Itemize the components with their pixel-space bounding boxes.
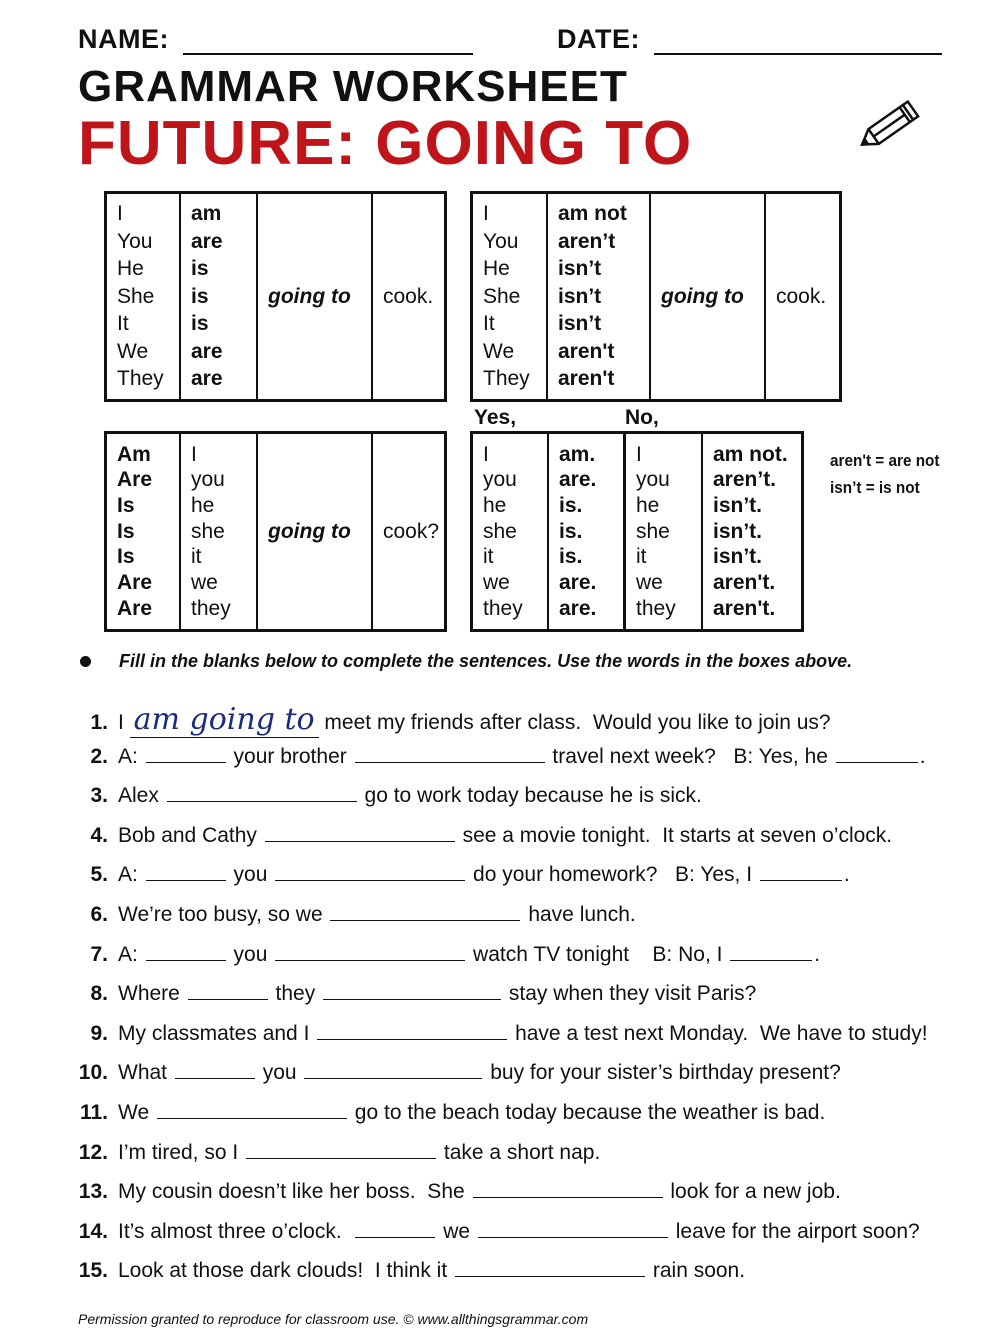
negative-subject: They [483, 367, 530, 391]
answer-blank[interactable] [836, 742, 918, 763]
answer-blank[interactable] [275, 940, 465, 961]
exercise-text: Where [118, 982, 186, 1006]
exercise-text: I [118, 711, 130, 734]
affirmative-subject: I [117, 202, 123, 226]
exercise-number: 14. [78, 1219, 108, 1243]
exercise-text: take a short nap. [438, 1140, 601, 1164]
negative-verb-form: aren’t [558, 229, 616, 253]
question-subjects [191, 434, 256, 629]
exercise-text: you [256, 1061, 303, 1085]
no-verb-form: am not. [713, 442, 788, 466]
exercise-text: have lunch. [522, 903, 636, 926]
no-subject: he [636, 493, 660, 517]
exercise-text: My classmates and I [118, 1021, 316, 1045]
negative-verbs [558, 194, 649, 399]
question-auxiliary: Are [117, 596, 153, 620]
contraction-note: isn’t = is not [830, 478, 920, 497]
answer-blank[interactable] [330, 900, 520, 921]
exercise-item [74, 742, 926, 772]
date-label: DATE: [557, 24, 640, 54]
affirmative-verb-form: is [191, 312, 209, 336]
exercise-text: leave for the airport soon? [669, 1219, 920, 1243]
answer-blank[interactable] [167, 781, 357, 802]
affirmative-verbs [191, 194, 256, 399]
yes-subject: she [483, 519, 517, 543]
yes-subject: we [483, 571, 510, 595]
exercise-text: My cousin doesn’t like her boss. She [118, 1180, 471, 1204]
negative-subjects [483, 194, 546, 399]
yes-verb-form: are. [559, 468, 597, 492]
exercise-item [74, 1098, 825, 1128]
exercise-text: watch TV tonight B: No, I [467, 942, 729, 966]
yes-label: Yes, [474, 406, 517, 429]
short-answers-table [470, 431, 804, 632]
answer-blank[interactable] [323, 979, 501, 1000]
affirmative-table [104, 191, 447, 402]
negative-subject: We [483, 339, 515, 363]
no-verb-form: aren't. [713, 596, 776, 620]
negative-subject: You [483, 229, 519, 253]
name-label: NAME: [78, 24, 169, 54]
affirmative-verb: cook. [383, 284, 434, 308]
affirmative-subject: She [117, 284, 155, 308]
handwritten-answer[interactable]: am going to [130, 702, 319, 738]
affirmative-verb-form: is [191, 257, 209, 281]
yes-verb-form: are. [559, 571, 597, 595]
exercise-text: do your homework? B: Yes, I [467, 863, 758, 887]
yes-verb-form: is. [559, 519, 583, 543]
date-field [557, 24, 942, 55]
affirmative-subject: They [117, 367, 164, 391]
negative-subject: It [483, 312, 495, 336]
exercise-text: go to work today because he is sick. [358, 784, 702, 808]
exercise-number: 6. [90, 903, 108, 926]
exercise-item [74, 1138, 600, 1168]
no-verb-form: aren't. [713, 571, 776, 595]
name-line[interactable] [183, 53, 473, 55]
exercise-text: we [437, 1219, 476, 1243]
exercise-text: . [814, 942, 821, 966]
negative-subject: She [483, 284, 521, 308]
negative-subject: He [483, 257, 510, 281]
exercise-text: What [118, 1061, 173, 1085]
exercise-item [74, 900, 636, 930]
negative-going-to: going to [661, 284, 744, 308]
exercise-item [74, 702, 831, 737]
no-verb-form: aren’t. [713, 468, 777, 492]
question-subject: it [191, 545, 202, 569]
exercise-item [74, 860, 850, 890]
affirmative-going-to: going to [268, 284, 351, 308]
question-subject: she [191, 519, 225, 543]
yes-subject: I [483, 442, 489, 466]
yes-verb-form: are. [559, 596, 597, 620]
yes-verbs [559, 434, 623, 629]
question-auxiliary: Is [117, 519, 135, 543]
exercise-text: your brother [227, 744, 353, 768]
answer-blank[interactable] [265, 821, 455, 842]
exercise-text: you [227, 863, 274, 887]
no-subject: they [636, 596, 676, 620]
exercise-text: Bob and Cathy [118, 823, 263, 847]
question-auxiliary: Is [117, 545, 135, 569]
answer-blank[interactable] [157, 1098, 347, 1119]
answer-blank[interactable] [455, 1256, 645, 1277]
no-verb-form: isn’t. [713, 493, 763, 517]
yes-verb-form: is. [559, 545, 583, 569]
no-subject: she [636, 519, 670, 543]
no-label: No, [625, 406, 659, 429]
exercise-item [74, 1256, 745, 1286]
affirmative-subject: We [117, 339, 149, 363]
affirmative-subject: He [117, 257, 144, 281]
question-auxiliary: Are [117, 571, 153, 595]
exercise-text: We [118, 1101, 155, 1124]
name-field [78, 24, 473, 55]
question-auxiliary: Are [117, 468, 153, 492]
exercise-number: 3. [90, 784, 108, 808]
exercise-number: 13. [78, 1180, 108, 1204]
exercise-text: Look at those dark clouds! I think it [118, 1259, 454, 1283]
question-subject: they [191, 596, 231, 620]
question-subject: we [191, 571, 218, 595]
contraction-note: aren't = are not [830, 451, 940, 470]
question-auxiliary: Am [117, 442, 151, 466]
no-subjects [636, 434, 701, 629]
exercise-text: go to the beach today because the weather is bad. [348, 1101, 826, 1124]
affirmative-verb-form: are [191, 367, 223, 391]
exercise-text: It’s almost three o’clock. [118, 1219, 354, 1243]
exercise-item [74, 781, 702, 811]
exercise-number: 9. [90, 1021, 108, 1045]
exercise-item [74, 821, 892, 851]
question-auxiliary: Is [117, 493, 135, 517]
exercise-text: rain soon. [647, 1259, 746, 1283]
exercise-number: 1. [90, 711, 108, 734]
worksheet-title: GRAMMAR WORKSHEET [78, 62, 628, 111]
exercise-item [74, 1058, 841, 1088]
contraction-notes [830, 447, 952, 501]
question-auxiliaries [117, 434, 179, 629]
answer-blank[interactable] [730, 940, 812, 961]
exercise-text: travel next week? B: Yes, he [546, 744, 834, 768]
affirmative-verb-form: are [191, 339, 223, 363]
answer-blank[interactable] [146, 860, 226, 881]
exercise-text: We’re too busy, so we [118, 903, 329, 926]
negative-table [470, 191, 842, 402]
date-line[interactable] [654, 53, 942, 55]
question-subject: he [191, 493, 215, 517]
negative-verb-form: isn’t [558, 257, 602, 281]
answer-blank[interactable] [473, 1177, 663, 1198]
exercise-text: you [227, 942, 274, 966]
exercise-item [74, 1177, 841, 1207]
no-verbs [713, 434, 801, 629]
exercise-item [74, 979, 756, 1009]
answer-blank[interactable] [246, 1138, 436, 1159]
negative-verb-form: isn’t [558, 312, 602, 336]
exercise-text: have a test next Monday. We have to study! [509, 1021, 928, 1045]
yes-verb-form: is. [559, 493, 583, 517]
answer-blank[interactable] [478, 1217, 668, 1238]
answer-blank[interactable] [175, 1058, 255, 1079]
exercise-item [74, 1019, 928, 1049]
yes-subject: it [483, 545, 494, 569]
yes-subjects [483, 434, 547, 629]
answer-blank[interactable] [188, 979, 268, 1000]
answer-blank[interactable] [355, 742, 545, 763]
question-subject: you [191, 468, 225, 492]
no-subject: you [636, 468, 670, 492]
exercise-text: A: [118, 744, 144, 768]
exercise-text: buy for your sister’s birthday present? [484, 1061, 841, 1085]
exercise-number: 15. [78, 1259, 108, 1283]
negative-verb-form: isn’t [558, 284, 602, 308]
answer-blank[interactable] [355, 1217, 435, 1238]
exercise-number: 7. [90, 942, 108, 966]
answer-blank[interactable] [275, 860, 465, 881]
affirmative-subjects [117, 194, 179, 399]
exercise-text: Alex [118, 784, 165, 808]
exercise-text: . [919, 744, 926, 768]
no-subject: we [636, 571, 663, 595]
exercise-text: they [269, 982, 322, 1006]
question-table [104, 431, 447, 632]
exercise-text: A: [118, 942, 144, 966]
negative-verb-form: am not [558, 202, 627, 226]
no-verb-form: isn’t. [713, 545, 763, 569]
exercise-number: 10. [78, 1061, 108, 1085]
no-subject: it [636, 545, 647, 569]
exercise-item [74, 1217, 920, 1247]
exercise-text: I’m tired, so I [118, 1140, 245, 1164]
no-verb-form: isn’t. [713, 519, 763, 543]
question-going-to: going to [268, 519, 351, 543]
exercise-text: meet my friends after class. Would you like to join us? [318, 711, 831, 734]
exercise-number: 4. [90, 823, 108, 847]
yes-subject: they [483, 596, 523, 620]
exercise-number: 12. [78, 1140, 108, 1164]
negative-verb: cook. [776, 284, 827, 308]
exercise-number: 5. [90, 863, 108, 887]
footer: Permission granted to reproduce for classroom use. © www.allthingsgrammar.com [78, 1311, 589, 1327]
answer-blank[interactable] [317, 1019, 507, 1040]
answer-blank[interactable] [760, 860, 842, 881]
negative-subject: I [483, 202, 489, 226]
exercise-number: 8. [90, 982, 108, 1006]
exercise-text: look for a new job. [664, 1180, 841, 1204]
pencil-icon [850, 90, 930, 160]
question-verb: cook? [383, 519, 440, 543]
exercise-text: A: [118, 863, 144, 887]
exercise-text: stay when they visit Paris? [503, 982, 757, 1006]
affirmative-verb-form: am [191, 202, 222, 226]
exercise-text: see a movie tonight. It starts at seven o’clock. [456, 823, 893, 847]
affirmative-verb-form: are [191, 229, 223, 253]
yes-verb-form: am. [559, 442, 596, 466]
bullet-icon [80, 656, 91, 667]
affirmative-subject: It [117, 312, 129, 336]
yes-subject: you [483, 468, 517, 492]
question-subject: I [191, 442, 197, 466]
affirmative-verb-form: is [191, 284, 209, 308]
topic-title: FUTURE: GOING TO [78, 109, 693, 178]
affirmative-subject: You [117, 229, 153, 253]
exercise-text: . [843, 863, 850, 887]
exercise-item [74, 940, 820, 970]
negative-verb-form: aren't [558, 339, 615, 363]
exercise-number: 2. [90, 744, 108, 768]
answer-blank[interactable] [146, 742, 226, 763]
answer-blank[interactable] [304, 1058, 482, 1079]
instructions: Fill in the blanks below to complete the sentences. Use the words in the boxes above. [119, 651, 853, 671]
yes-subject: he [483, 493, 507, 517]
no-subject: I [636, 442, 642, 466]
answer-blank[interactable] [146, 940, 226, 961]
negative-verb-form: aren't [558, 367, 615, 391]
exercise-number: 11. [79, 1101, 108, 1124]
